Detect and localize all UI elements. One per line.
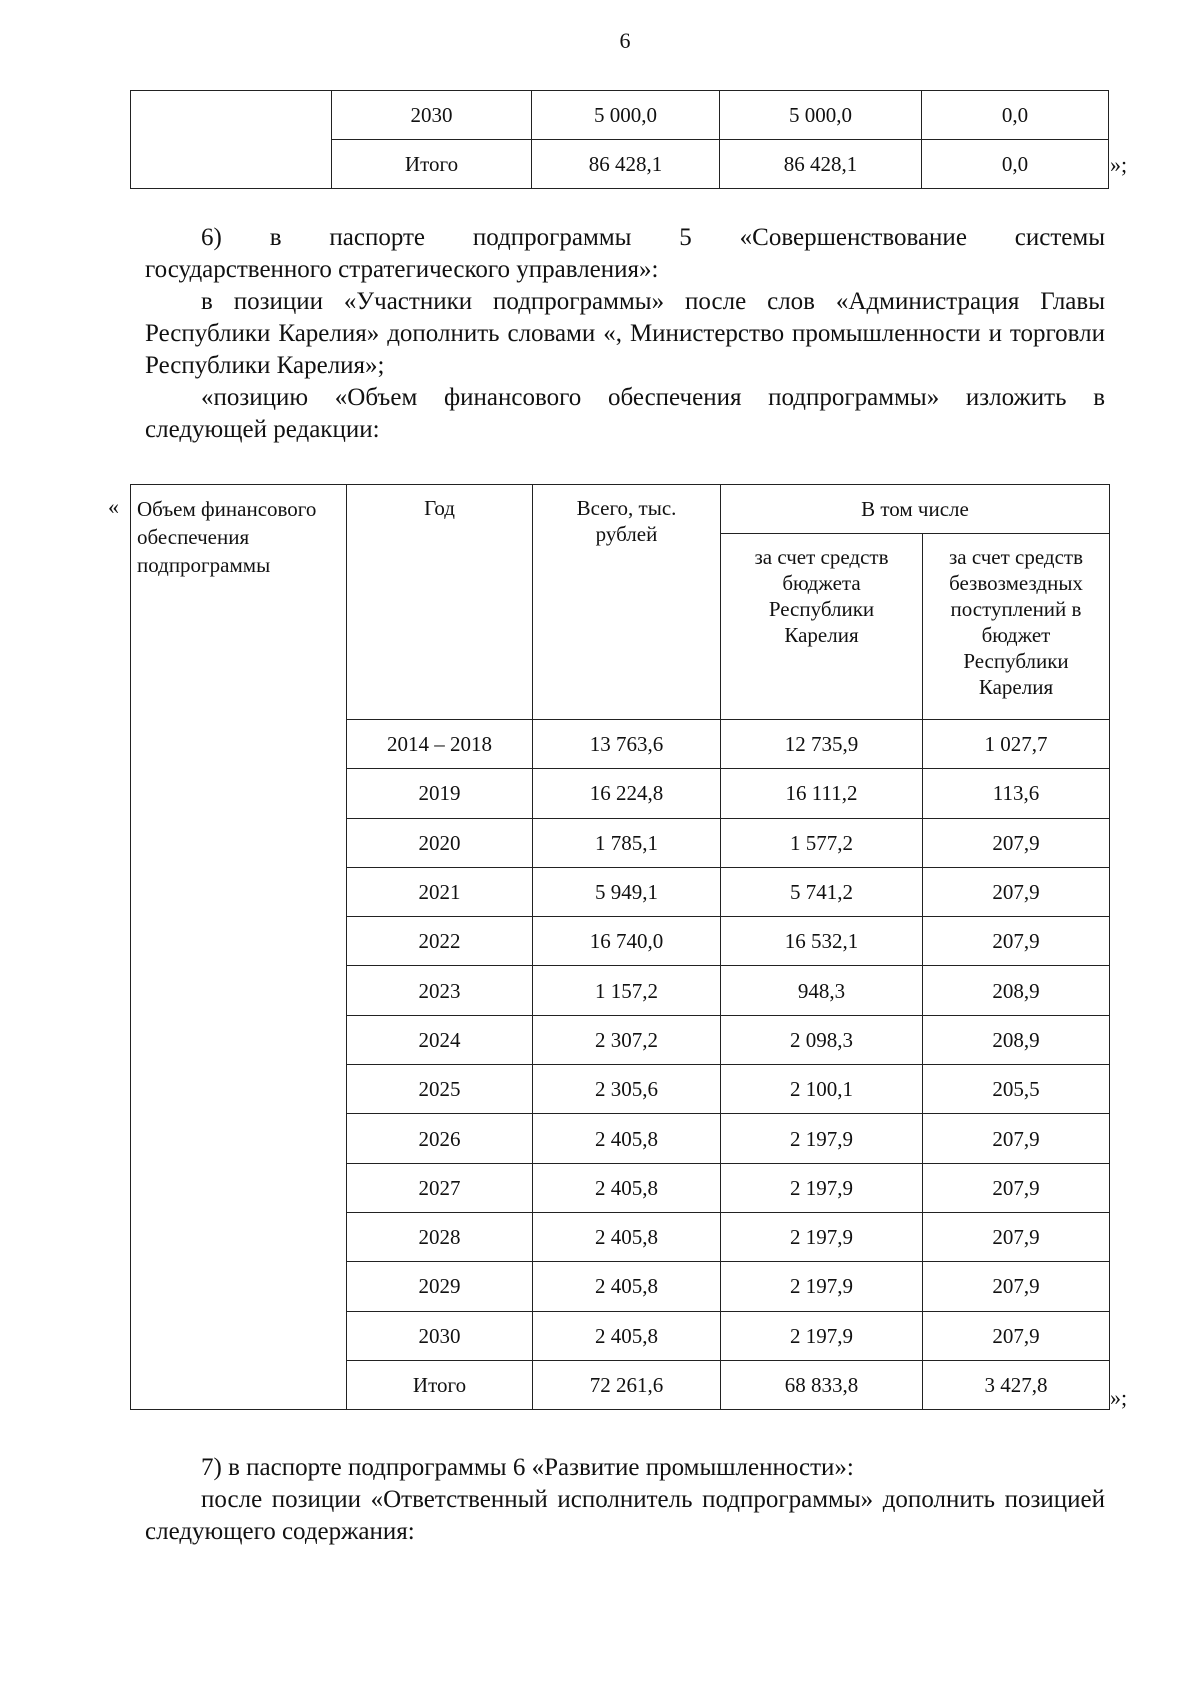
closing-quote: »; xyxy=(1110,1385,1128,1410)
closing-quote: »; xyxy=(1110,152,1128,177)
budget-cell: 948,3 xyxy=(721,966,923,1015)
year-cell: 2026 xyxy=(347,1114,533,1163)
budget-cell: 5 741,2 xyxy=(721,867,923,916)
total-cell: 5 000,0 xyxy=(532,91,720,140)
header-budget: за счет средств бюджета Республики Карелия xyxy=(721,534,923,720)
grants-cell: 207,9 xyxy=(923,867,1110,916)
year-cell: 2028 xyxy=(347,1212,533,1261)
budget-cell: 16 532,1 xyxy=(721,917,923,966)
grants-cell: 1 027,7 xyxy=(923,720,1110,769)
grants-cell: 0,0 xyxy=(922,91,1109,140)
budget-cell: 2 100,1 xyxy=(721,1065,923,1114)
total-cell: 72 261,6 xyxy=(533,1360,721,1409)
budget-cell: 68 833,8 xyxy=(721,1360,923,1409)
grants-cell: 207,9 xyxy=(923,1262,1110,1311)
grants-cell: 207,9 xyxy=(923,1163,1110,1212)
total-cell: 1 785,1 xyxy=(533,818,721,867)
year-cell: Итого xyxy=(332,140,532,189)
budget-cell: 16 111,2 xyxy=(721,769,923,818)
total-cell: 1 157,2 xyxy=(533,966,721,1015)
year-cell: 2019 xyxy=(347,769,533,818)
header-year: Год xyxy=(347,485,533,720)
table-row xyxy=(131,91,1109,140)
year-cell: 2029 xyxy=(347,1262,533,1311)
year-cell: 2030 xyxy=(332,91,532,140)
total-cell: 2 405,8 xyxy=(533,1212,721,1261)
total-cell: 2 405,8 xyxy=(533,1311,721,1360)
year-cell: 2014 – 2018 xyxy=(347,720,533,769)
grants-cell: 207,9 xyxy=(923,1311,1110,1360)
total-cell: 86 428,1 xyxy=(532,140,720,189)
funding-table xyxy=(130,484,1110,1410)
paragraph-6-line2: государственного стратегического управления»: xyxy=(145,256,659,283)
budget-cell: 2 197,9 xyxy=(721,1212,923,1261)
budget-cell: 5 000,0 xyxy=(720,91,922,140)
paragraph-7-after: после позиции «Ответственный исполнитель подпрограммы» дополнить позицией следующего содержания: xyxy=(145,1486,1105,1545)
grants-cell: 0,0 xyxy=(922,140,1109,189)
grants-cell: 208,9 xyxy=(923,966,1110,1015)
table-header-row xyxy=(131,485,1110,534)
paragraph-7: 7) в паспорте подпрограммы 6 «Развитие промышленности»: xyxy=(201,1454,854,1481)
year-cell: 2022 xyxy=(347,917,533,966)
total-cell: 13 763,6 xyxy=(533,720,721,769)
budget-cell: 86 428,1 xyxy=(720,140,922,189)
total-cell: 2 405,8 xyxy=(533,1114,721,1163)
continuation-table xyxy=(130,90,1109,189)
year-cell: 2025 xyxy=(347,1065,533,1114)
budget-cell: 2 197,9 xyxy=(721,1114,923,1163)
paragraph-funding: «позицию «Объем финансового обеспечения подпрограммы» изложить в следующей редакции: xyxy=(145,384,1105,443)
header-total: Всего, тыс. рублей xyxy=(533,485,721,720)
year-cell: 2020 xyxy=(347,818,533,867)
budget-cell: 2 098,3 xyxy=(721,1015,923,1064)
total-cell: 2 307,2 xyxy=(533,1015,721,1064)
total-cell: 16 740,0 xyxy=(533,917,721,966)
year-cell: 2024 xyxy=(347,1015,533,1064)
grants-cell: 207,9 xyxy=(923,1212,1110,1261)
grants-cell: 207,9 xyxy=(923,1114,1110,1163)
page-number: 6 xyxy=(619,28,631,53)
total-cell: 5 949,1 xyxy=(533,867,721,916)
year-cell: 2021 xyxy=(347,867,533,916)
total-cell: 2 305,6 xyxy=(533,1065,721,1114)
grants-cell: 113,6 xyxy=(923,769,1110,818)
header-including: В том числе xyxy=(721,485,1110,534)
budget-cell: 12 735,9 xyxy=(721,720,923,769)
grants-cell: 208,9 xyxy=(923,1015,1110,1064)
header-grants: за счет средств безвозмездных поступлений в бюджет Республики Карелия xyxy=(923,534,1110,720)
total-cell: 2 405,8 xyxy=(533,1262,721,1311)
year-cell: 2023 xyxy=(347,966,533,1015)
paragraph-6-line1: 6) в паспорте подпрограммы 5 «Совершенствование системы xyxy=(201,224,1105,251)
total-cell: 2 405,8 xyxy=(533,1163,721,1212)
empty-param-cell xyxy=(131,91,332,189)
year-cell: 2030 xyxy=(347,1311,533,1360)
budget-cell: 2 197,9 xyxy=(721,1311,923,1360)
grants-cell: 207,9 xyxy=(923,818,1110,867)
param-label-cell: Объем финансового обеспечения подпрограммы xyxy=(131,485,347,1410)
grants-cell: 207,9 xyxy=(923,917,1110,966)
total-cell: 16 224,8 xyxy=(533,769,721,818)
opening-quote: « xyxy=(108,494,119,519)
budget-cell: 2 197,9 xyxy=(721,1262,923,1311)
budget-cell: 1 577,2 xyxy=(721,818,923,867)
grants-cell: 205,5 xyxy=(923,1065,1110,1114)
year-cell: 2027 xyxy=(347,1163,533,1212)
paragraph-participants: в позиции «Участники подпрограммы» после слов «Администрация Главы Республики Карелия» дополнить словами «, Министерство промышленности и торговли Республики Карелия»; xyxy=(145,288,1105,379)
year-cell: Итого xyxy=(347,1360,533,1409)
grants-cell: 3 427,8 xyxy=(923,1360,1110,1409)
budget-cell: 2 197,9 xyxy=(721,1163,923,1212)
